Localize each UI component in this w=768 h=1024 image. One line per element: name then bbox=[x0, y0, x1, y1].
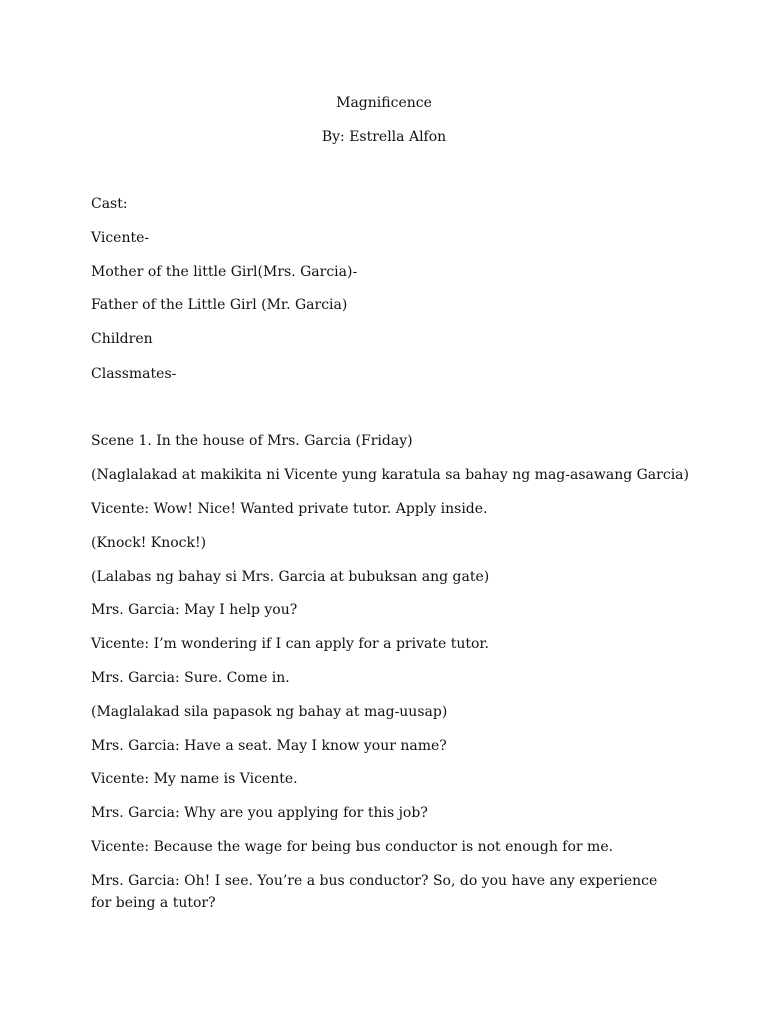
script-line: Vicente: I’m wondering if I can apply for a private tutor. bbox=[91, 636, 489, 652]
script-line: Mrs. Garcia: Sure. Come in. bbox=[91, 670, 290, 686]
script-line: (Naglalakad at makikita ni Vicente yung karatula sa bahay ng mag-asawang Garcia) bbox=[91, 467, 689, 483]
script-line: (Lalabas ng bahay si Mrs. Garcia at bubuksan ang gate) bbox=[91, 569, 490, 585]
script-line: (Knock! Knock!) bbox=[91, 535, 207, 551]
script-line: Vicente: My name is Vicente. bbox=[91, 771, 298, 787]
document-author: By: Estrella Alfon bbox=[321, 129, 447, 145]
document-title: Magnificence bbox=[336, 95, 432, 111]
cast-member: Classmates- bbox=[91, 366, 177, 382]
cast-member: Father of the Little Girl (Mr. Garcia) bbox=[91, 297, 348, 313]
script-line: Mrs. Garcia: Oh! I see. You’re a bus conductor? So, do you have any experience for being a tutor? bbox=[91, 873, 658, 911]
cast-member: Children bbox=[91, 331, 153, 347]
script-line: Mrs. Garcia: May I help you? bbox=[91, 602, 298, 618]
script-line: (Maglalakad sila papasok ng bahay at mag-uusap) bbox=[91, 704, 448, 720]
script-line: Mrs. Garcia: Why are you applying for this job? bbox=[91, 805, 428, 821]
script-line: Vicente: Wow! Nice! Wanted private tutor. Apply inside. bbox=[91, 501, 488, 517]
cast-member: Mother of the little Girl(Mrs. Garcia)- bbox=[91, 264, 358, 280]
scene-heading: Scene 1. In the house of Mrs. Garcia (Friday) bbox=[91, 433, 413, 449]
script-line: Vicente: Because the wage for being bus conductor is not enough for me. bbox=[91, 839, 614, 855]
cast-member: Vicente- bbox=[91, 230, 150, 246]
script-line: Mrs. Garcia: Have a seat. May I know your name? bbox=[91, 738, 447, 754]
cast-heading: Cast: bbox=[91, 196, 128, 212]
